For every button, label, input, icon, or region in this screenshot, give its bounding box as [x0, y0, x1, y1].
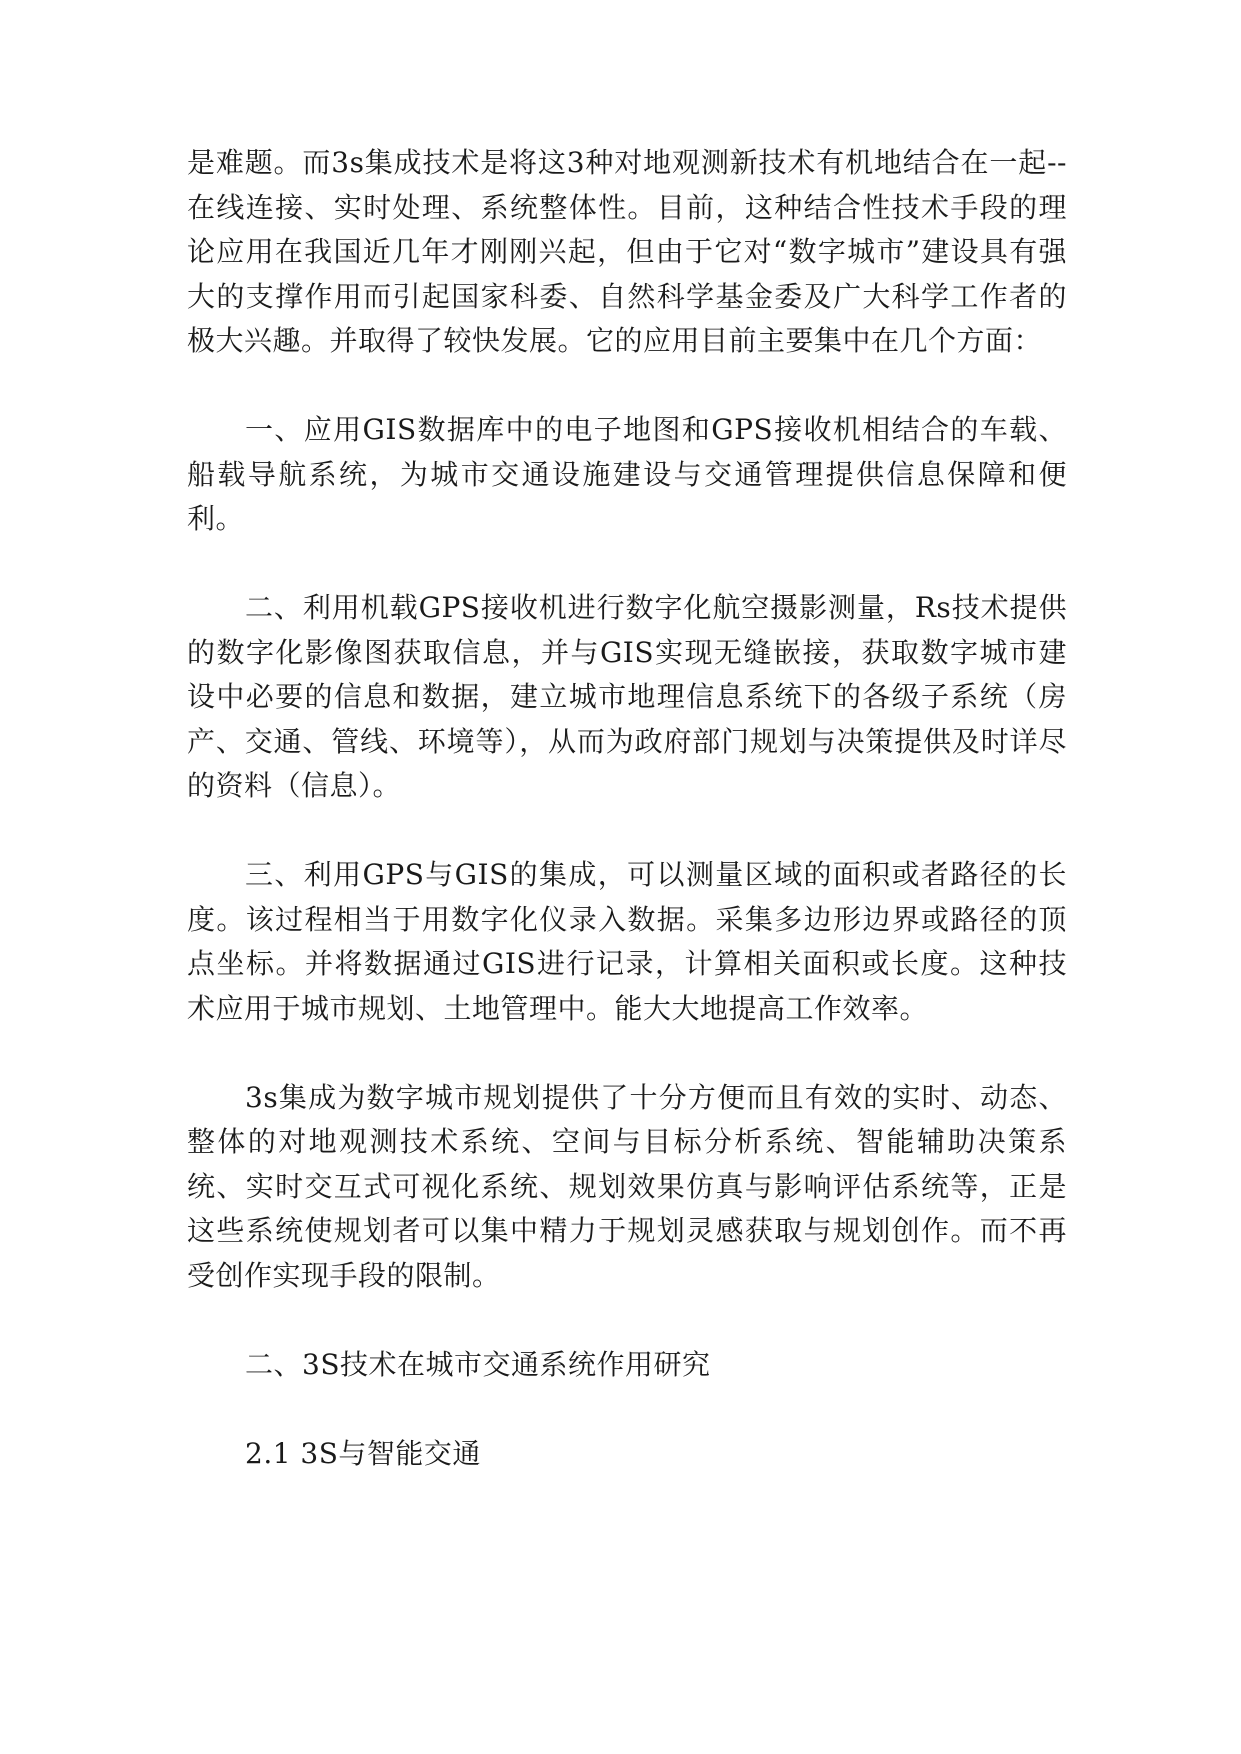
document-body — [187, 141, 1067, 1521]
paragraph-item-one: 一、应用GIS数据库中的电子地图和GPS接收机相结合的车载、船载导航系统，为城市交通设施建设与交通管理提供信息保障和便利。 — [187, 413, 1067, 535]
paragraph-summary: 3s集成为数字城市规划提供了十分方便而且有效的实时、动态、整体的对地观测技术系统、空间与目标分析系统、智能辅助决策系统、实时交互式可视化系统、规划效果仿真与影响评估系统等，正是这些系统使规划者可以集中精力于规划灵感获取与规划创作。而不再受创作实现手段的限制。 — [187, 1080, 1067, 1292]
paragraph-item-two: 二、利用机载GPS接收机进行数字化航空摄影测量，Rs技术提供的数字化影像图获取信息，并与GIS实现无缝嵌接，获取数字城市建设中必要的信息和数据，建立城市地理信息系统下的各级子系统（房产、交通、管线、环境等），从而为政府部门规划与决策提供及时详尽的资料（信息）。 — [187, 591, 1067, 802]
paragraph-intro: 是难题。而3s集成技术是将这3种对地观测新技术有机地结合在一起--在线连接、实时处理、系统整体性。目前，这种结合性技术手段的理论应用在我国近几年才刚刚兴起，但由于它对“数字城市”建设具有强大的支撑作用而引起国家科委、自然科学基金委及广大科学工作者的极大兴趣。并取得了较快发展。它的应用目前主要集中在几个方面： — [187, 146, 1067, 357]
paragraph-item-three: 三、利用GPS与GIS的集成，可以测量区域的面积或者路径的长度。该过程相当于用数字化仪录入数据。采集多边形边界或路径的顶点坐标。并将数据通过GIS进行记录，计算相关面积或长度。这种技术应用于城市规划、土地管理中。能大大地提高工作效率。 — [187, 858, 1067, 1025]
section-heading: 二、3S技术在城市交通系统作用研究 — [245, 1347, 711, 1381]
subsection-heading: 2.1 3S与智能交通 — [245, 1436, 481, 1470]
